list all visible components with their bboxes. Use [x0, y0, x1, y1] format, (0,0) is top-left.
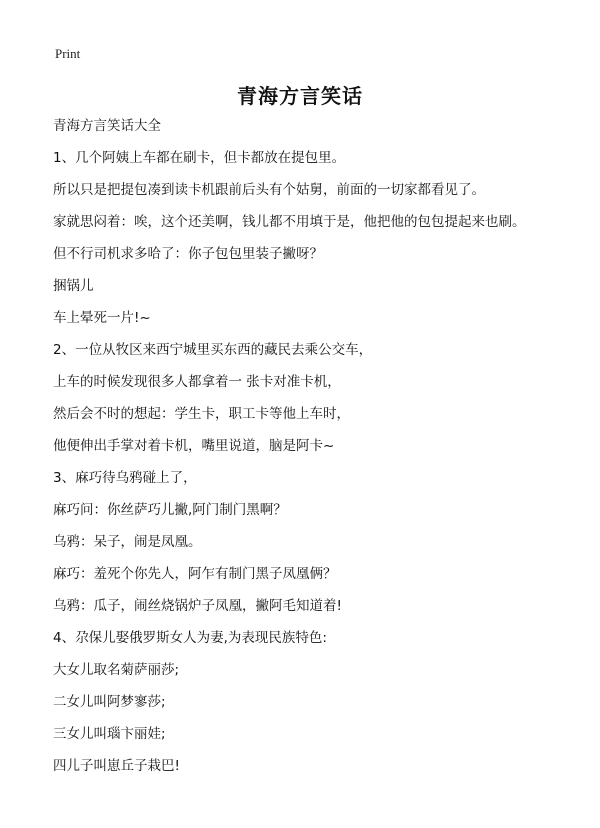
text-line: 他便伸出手掌对着卡机，嘴里说道，脑是阿卡~ — [53, 438, 335, 454]
document-title: 青海方言笑话 — [237, 84, 363, 108]
text-line: 家就思闷着：唉，这个还美啊，钱儿都不用填于是，他把他的包包提起来也刷。 — [53, 214, 526, 230]
text-line: 乌鸦：瓜子，闹丝烧锅炉子凤凰，撇阿毛知道着! — [53, 598, 342, 614]
text-line: 2、一位从牧区来西宁城里买东西的藏民去乘公交车， — [53, 342, 373, 358]
text-line: 麻巧：羞死个你先人，阿乍有制门黑子凤凰俩？ — [53, 566, 337, 582]
text-line: 青海方言笑话大全 — [53, 118, 161, 134]
text-line: 1、几个阿姨上车都在刷卡，但卡都放在提包里。 — [53, 150, 346, 166]
text-line: 大女儿取名菊萨丽莎; — [53, 662, 180, 678]
text-line: 麻巧问：你丝萨巧儿撇,阿门制门黑啊？ — [53, 502, 287, 518]
text-line: 4、尕保儿娶俄罗斯女人为妻,为表现民族特色: — [53, 630, 327, 646]
document-body — [53, 117, 583, 775]
text-line: 3、麻巧待乌鸦碰上了， — [53, 470, 197, 486]
text-line: 乌鸦：呆子，闹是凤凰。 — [53, 534, 202, 550]
text-line: 捆锅儿 — [53, 278, 94, 294]
print-label: Print — [55, 46, 81, 61]
text-line: 三女儿叫瑙卞丽娃; — [53, 726, 166, 742]
text-line: 上车的时候发现很多人都拿着一 张卡对准卡机， — [53, 374, 341, 390]
text-line: 所以只是把提包凑到读卡机跟前后头有个姑舅，前面的一切家都看见了。 — [53, 182, 485, 198]
text-line: 车上晕死一片!~ — [53, 310, 151, 326]
text-line: 二女儿叫阿梦寥莎; — [53, 694, 166, 710]
text-line: 但不行司机求多哈了：你子包包里装子撇呀？ — [53, 246, 323, 262]
text-line: 然后会不时的想起：学生卡，职工卡等他上车时， — [53, 406, 350, 422]
text-line: 四儿子叫崽丘子栽巴! — [53, 758, 180, 774]
